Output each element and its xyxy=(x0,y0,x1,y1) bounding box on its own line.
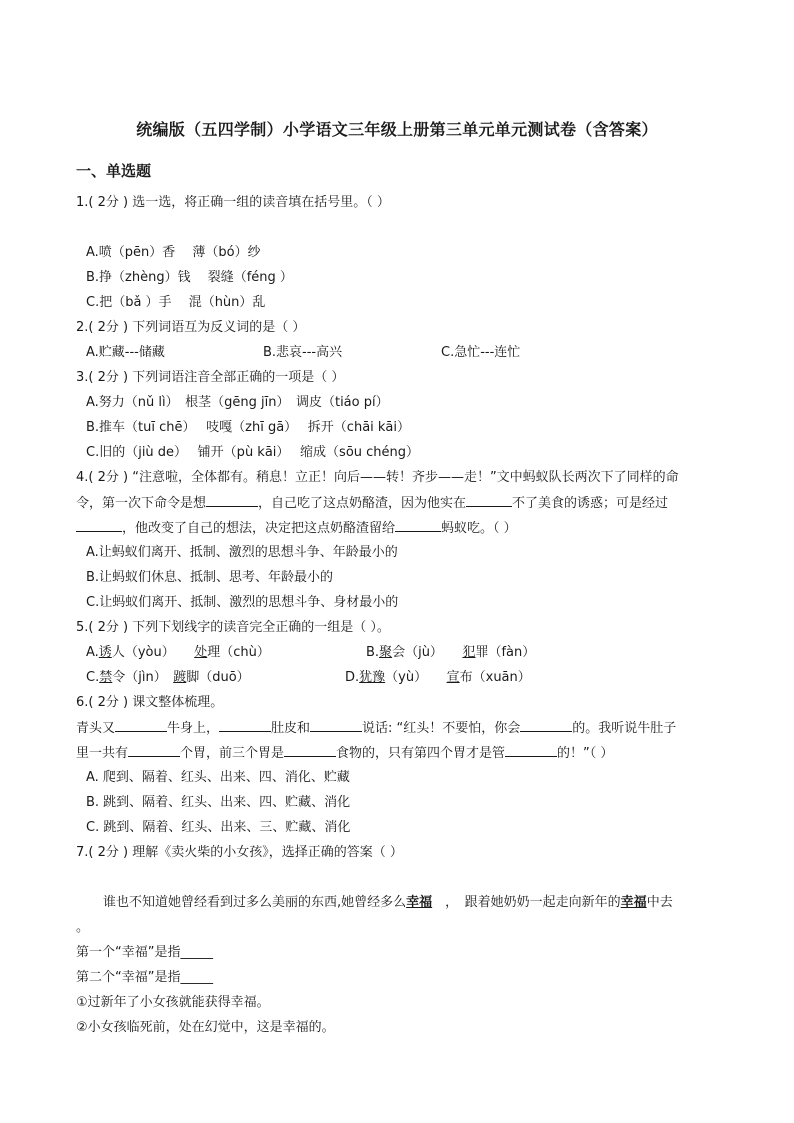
q1-option-b: B.挣（zhèng）钱 裂缝（féng ） xyxy=(86,270,293,285)
q3-option-c: C.旧的（jiù de） 铺开（pù kāi） 缩成（sōu chéng） xyxy=(86,445,420,460)
q6-blank xyxy=(505,744,557,757)
q7-sub-1: 第一个“幸福”是指_____ xyxy=(76,945,213,960)
q6-text: 个胃，前三个胃是 xyxy=(180,746,285,761)
doc-title: 统编版（五四学制）小学语文三年级上册第三单元单元测试卷（含答案） xyxy=(136,120,658,139)
q5-d-underlined: 犹豫 xyxy=(359,670,386,685)
q5-a-text: 人（yòu） xyxy=(111,645,195,660)
q3-option-b: B.推车（tuī chē） 吱嘎（zhī gā） 拆开（chāi kāi） xyxy=(86,420,411,435)
q5-b-text: 罪（fàn） xyxy=(475,645,536,660)
q5-b-underlined: 犯 xyxy=(462,645,476,660)
q5-c-label: C. xyxy=(86,670,100,685)
q6-text: 的！”（ ） xyxy=(557,746,614,761)
q6-blank xyxy=(219,719,271,732)
q4-blank-3 xyxy=(76,519,122,532)
q6-option-b: B. 跳到、隔着、红头、出来、四、贮藏、消化 xyxy=(86,795,351,810)
q6-stem: 6.( 2分 ) 课文整体梳理。 xyxy=(76,695,224,710)
q3-option-a: A.努力（nǔ lì） 根茎（gēng jīn） 调皮（tiáo pí） xyxy=(86,395,389,410)
q5-d-text: （yù） xyxy=(385,670,447,685)
q5-b-underlined: 聚 xyxy=(379,645,393,660)
q5-option-d xyxy=(345,669,531,687)
q7-stem: 7.( 2分 ) 理解《卖火柴的小女孩》，选择正确的答案（ ） xyxy=(76,845,403,860)
q6-blank xyxy=(310,719,362,732)
q7-keyword: 幸福 xyxy=(620,895,647,910)
q5-option-b xyxy=(366,644,535,662)
q7-sub-2: 第二个“幸福”是指_____ xyxy=(76,970,213,985)
q4-option-b: B.让蚂蚁们休息、抵制、思考、年龄最小的 xyxy=(86,570,334,585)
q5-d-underlined: 宣 xyxy=(446,670,460,685)
q4-text: 蚂蚁吃。（ ） xyxy=(441,521,517,536)
q6-option-c: C. 跳到、隔着、红头、出来、三、贮藏、消化 xyxy=(86,820,351,835)
q5-a-label: A. xyxy=(86,645,99,660)
q1-option-c: C.把（bǎ ）手 混（hùn）乱 xyxy=(86,295,266,310)
q5-d-text: 布（xuān） xyxy=(459,670,531,685)
q6-blank xyxy=(115,719,167,732)
q4-text: ，自己吃了这点奶酪渣，因为他实在 xyxy=(258,496,467,511)
q6-option-a: A. 爬到、隔着、红头、出来、四、消化、贮藏 xyxy=(86,770,350,785)
q4-blank-2 xyxy=(466,494,512,507)
q6-blank xyxy=(128,744,180,757)
q7-passage-end: 。 xyxy=(76,920,90,935)
q6-text: 里一共有 xyxy=(76,746,129,761)
q2-option-a: A.贮藏---储藏 xyxy=(86,345,165,360)
q4-option-a: A.让蚂蚁们离开、抵制、激烈的思想斗争、年龄最小的 xyxy=(86,545,398,560)
q5-c-text: 令（jìn） xyxy=(112,670,174,685)
q5-d-label: D. xyxy=(345,670,360,685)
q4-text: 令，第一次下命令是想 xyxy=(76,496,207,511)
q6-text: 牛身上， xyxy=(167,721,220,736)
q6-text: 青头又 xyxy=(76,721,116,736)
q7-text: 中去 xyxy=(646,895,673,910)
q3-stem: 3.( 2分 ) 下列词语注音全部正确的一项是（ ） xyxy=(76,370,345,385)
q7-text: 谁也不知道她曾经看到过多么美丽的东西,她曾经多么 xyxy=(103,895,407,910)
section-heading: 一、单选题 xyxy=(76,162,152,180)
q1-stem: 1.( 2分 ) 选一选，将正确一组的读音填在括号里。（ ） xyxy=(76,195,390,210)
q4-stem-line1: 4.( 2分 ) “注意啦，全体都有。稍息！立正！向后——转！齐步——走！”文中蚂蚁队长两次下了同样的命 xyxy=(76,470,679,485)
q6-text: 肚皮和 xyxy=(271,721,311,736)
q5-c-underlined: 禁 xyxy=(99,670,113,685)
q2-option-c: C.急忙---连忙 xyxy=(441,345,521,360)
q5-b-text: 会（jù） xyxy=(392,645,463,660)
q4-text: ，他改变了自己的想法，决定把这点奶酪渣留给 xyxy=(122,521,396,536)
q4-option-c: C.让蚂蚁们离开、抵制、激烈的思想斗争、身材最小的 xyxy=(86,595,399,610)
q4-stem-line2 xyxy=(76,494,668,513)
q5-stem: 5.( 2分 ) 下列下划线字的读音完全正确的一组是（ ）。 xyxy=(76,620,390,635)
q6-blank xyxy=(520,719,572,732)
q5-option-a xyxy=(86,644,270,662)
q5-a-text: 理（chù） xyxy=(207,645,270,660)
q7-choice-1: ①过新年了小女孩就能获得幸福。 xyxy=(76,995,270,1010)
q5-a-underlined: 处 xyxy=(194,645,208,660)
q6-passage-line1 xyxy=(76,719,676,738)
q4-blank-4 xyxy=(395,519,441,532)
q5-c-text: 脚（duō） xyxy=(186,670,250,685)
q4-text: 不了美食的诱惑；可是经过 xyxy=(512,496,669,511)
q6-blank xyxy=(284,744,336,757)
q7-keyword: 幸福 xyxy=(406,895,433,910)
q7-passage xyxy=(103,894,673,912)
q5-a-underlined: 诱 xyxy=(98,645,112,660)
q6-text: 食物的，只有第四个胃才是管 xyxy=(336,746,506,761)
q7-choice-2: ②小女孩临死前，处在幻觉中，这是幸福的。 xyxy=(76,1020,335,1035)
q6-text: 说话: “红头！不要怕，你会 xyxy=(362,721,521,736)
q6-text: 的。我听说牛肚子 xyxy=(572,721,677,736)
q2-stem: 2.( 2分 ) 下列词语互为反义词的是（ ） xyxy=(76,320,306,335)
q7-text: ， 跟着她奶奶一起走向新年的 xyxy=(432,895,621,910)
q1-option-a: A.喷（pēn）香 薄（bó）纱 xyxy=(86,245,261,260)
q4-stem-line3 xyxy=(76,519,517,538)
q5-b-label: B. xyxy=(366,645,380,660)
q2-option-b: B.悲哀---高兴 xyxy=(263,345,343,360)
q6-passage-line2 xyxy=(76,744,613,763)
q5-c-underlined: 踱 xyxy=(173,670,187,685)
q4-blank-1 xyxy=(206,494,258,507)
q5-option-c xyxy=(86,669,250,687)
